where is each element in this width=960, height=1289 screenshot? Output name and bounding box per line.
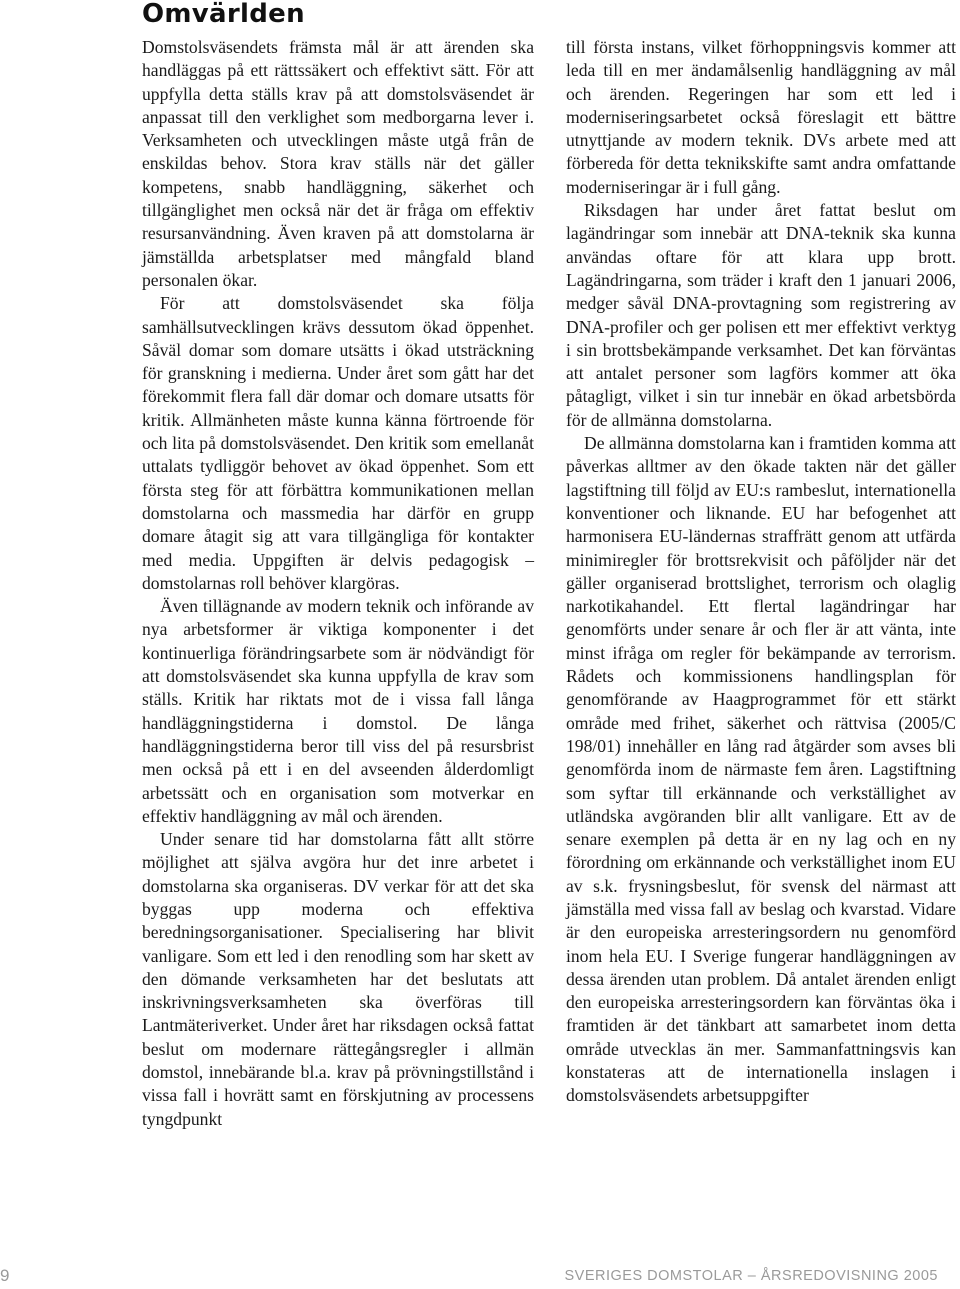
page-number: 9	[0, 1266, 10, 1285]
running-head: SVERIGES DOMSTOLAR – ÅRSREDOVISNING 2005	[564, 1268, 938, 1284]
paragraph: För att domstolsväsendet ska följa samhällsutvecklingen krävs dessutom ökad öppenhet. Såväl domar som domare utsätts i ökad utsträckning för granskning i medierna. Under året som gått har det förekommit flera fall där domar och domare utsatts för kritik. Allmänheten måste kunna känna förtroende för och lita på domstolsväsendet. Den kritik som emellanåt uttalats tydliggör behovet av ökad öppenhet. Som ett första steg för att förbättra kommunikationen mellan domstolarna och massmedia har därför en grupp domare åtagit sig att vara tillgängliga för kontakter med media. Uppgiften är delvis pedagogisk – domstolarnas roll behöver klargöras.	[142, 293, 534, 593]
paragraph: till första instans, vilket förhoppningsvis kommer att leda till en mer ändamålsenlig handläggning av mål och ärenden. Regeringen har som ett led i moderniseringsarbetet också föreslagit ett bättre utnyttjande av modern teknik. DVs arbete med att förbereda för detta teknikskifte samt andra omfattande moderniseringar är i full gång.	[566, 37, 956, 197]
page-title: Omvärlden	[142, 0, 305, 29]
paragraph: Även tillägnande av modern teknik och införande av nya arbetsformer är viktiga komponenter i det kontinuerliga förändringsarbete som är nödvändigt för att domstolsväsendet ska kunna uppfylla de krav som ställs. Kritik har riktats mot de i vissa fall långa handläggningstiderna i domstol. De långa handläggningstiderna beror till viss del på resursbrist men också på ett i en del avseenden ålderdomligt arbetssätt och en organisation som motverkar en effektiv handläggning av mål och ärenden.	[142, 596, 534, 826]
paragraph: Riksdagen har under året fattat beslut om lagändringar som innebär att DNA-teknik ska kunna användas oftare för att klara upp brott. Lagändringarna, som träder i kraft den 1 januari 2006, medger såväl DNA-provtagning som registrering av DNA-profiler och ger polisen ett mer effektivt verktyg i sin brottsbekämpande verksamhet. Det kan förväntas att antalet personer som lagförs kommer att öka påtagligt, vilket i sin tur innebär en ökad arbetsbörda för de allmänna domstolarna.	[566, 200, 956, 430]
left-text-column	[142, 36, 534, 1131]
paragraph: Domstolsväsendets främsta mål är att ärenden ska handläggas på ett rättssäkert och effektivt sätt. För att uppfylla detta ställs krav på att domstolsväsendet är anpassat till den verklighet som medborgarna lever i. Verksamheten och utvecklingen måste utgå från de enskildas behov. Stora krav ställs när det gäller kompetens, snabb handläggning, säkerhet och tillgänglighet men också när det är fråga om effektiv resursanvändning. Även kraven på att domstolarna är jämställda arbetsplatser med mångfald bland personalen ökar.	[142, 37, 534, 290]
paragraph: De allmänna domstolarna kan i framtiden komma att påverkas alltmer av den ökade takten när det gäller lagstiftning till följd av EU:s rambeslut, internationella konventioner och liknande. EU har befogenhet att harmonisera EU-ländernas straffrätt genom att utfärda minimiregler för brottsrekvisit och påföljder när det gäller organiserad brottslighet, terrorism och olaglig narkotikahandel. Ett flertal lagändringar har genomförts under senare år och fler är att vänta, inte minst ifråga om regler för bekämpande av terrorism. Rådets och kommissionens handlingsplan för genomförande av Haagprogrammet för ett stärkt område med frihet, säkerhet och rättvisa (2005/C 198/01) innehåller en lång rad åtgärder som avses bli genomförda inom de närmaste fem åren. Lagstiftning som syftar till erkännande och verkställighet av utländska avgöranden blir allt vanligare. Ett av de senare exemplen på detta är en ny lag och en ny förordning om erkännande och verkställighet inom EU av s.k. frysningsbeslut, för svensk del närmast att jämställa med vissa fall av beslag och kvarstad. Vidare är den europeiska arresteringsordern nu genomförd inom hela EU. I Sverige fungerar handläggningen av dessa ärenden utan problem. Då antalet ärenden enligt den europeiska arresteringsordern kan förväntas öka i framtiden är det tänkbart att samarbetet inom detta område utvecklas än mer. Sammanfattningsvis kan konstateras att de internationella inslagen i domstolsväsendets arbetsuppgifter	[566, 433, 956, 1106]
paragraph: Under senare tid har domstolarna fått allt större möjlighet att själva avgöra hur det inre arbetet i domstolarna ska organiseras. DV verkar för att det ska byggas upp moderna och effektiva beredningsorganisationer. Specialisering har blivit vanligare. Som ett led i den renodling som har skett av den dömande verksamheten har det beslutats att inskrivningsverksamheten ska överföras till Lantmäteriverket. Under året har riksdagen också fattat beslut om modernare rättegångsregler i allmän domstol, innebärande bl.a. krav på prövningstillstånd i vissa fall i hovrätt samt en förskjutning av processens tyngdpunkt	[142, 829, 534, 1129]
right-text-column	[566, 36, 956, 1108]
page-footer	[0, 1266, 960, 1288]
